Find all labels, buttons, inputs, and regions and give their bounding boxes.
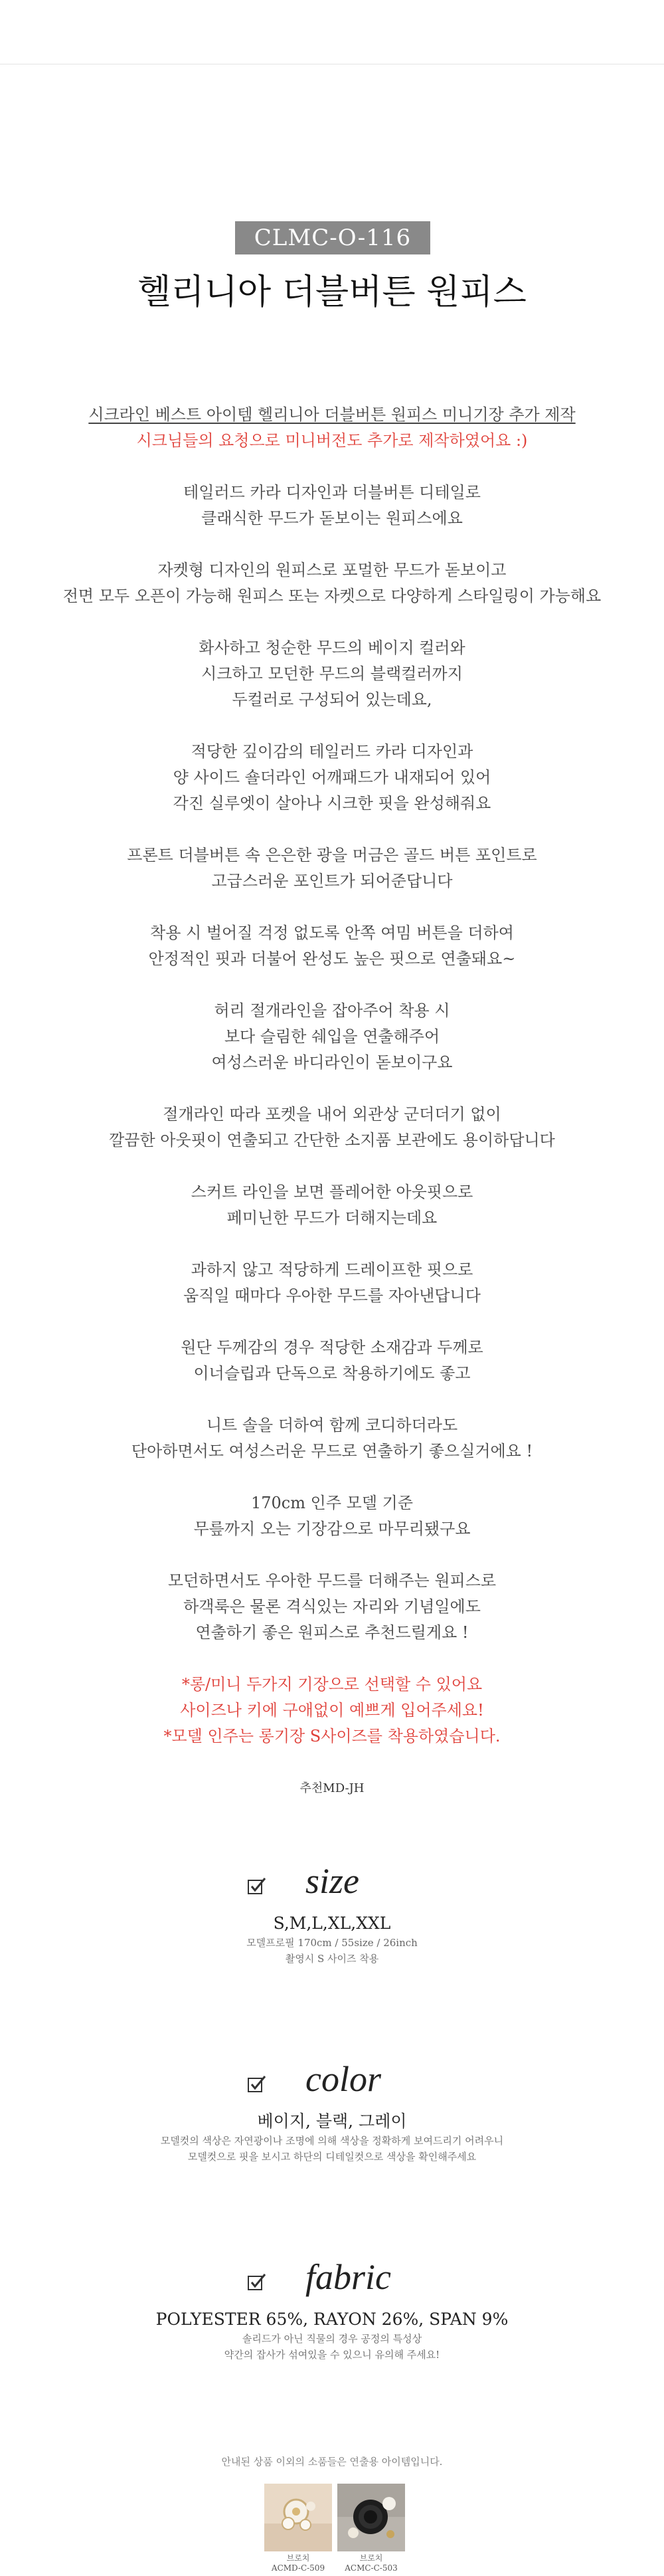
description-line: 고급스러운 포인트가 되어준답니다 [211,872,453,890]
description-line: 테일러드 카라 디자인과 더블버튼 디테일로 [183,483,481,502]
product-code-badge: CLMC-O-116 [235,221,430,254]
fabric-heading-label: fabric [305,2257,391,2297]
fabric-composition: POLYESTER 65%, RAYON 26%, SPAN 9% [155,2310,509,2329]
brooch-type: 브로치 [286,2553,310,2563]
color-heading [0,2059,664,2102]
description-paragraph [40,557,624,609]
description-paragraph [40,1568,624,1646]
description-line: 양 사이드 숄더라인 어깨패드가 내재되어 있어 [173,768,491,787]
size-section [0,1861,664,1966]
description-line: 무릎까지 오는 기장감으로 마무리됐구요 [193,1520,471,1538]
notice-line: *모델 인주는 롱기장 S사이즈를 착용하였습니다. [163,1727,501,1745]
camellia-brooch-image [337,2484,405,2551]
brooch-caption [328,2553,414,2573]
checkbox-icon [247,2074,267,2094]
description-paragraph [40,739,624,817]
description-line: 전면 모두 오픈이 가능해 원피스 또는 자켓으로 다양하게 스타일링이 가능해요 [62,587,602,605]
checkbox-icon [247,1876,267,1896]
description-paragraph [40,1335,624,1387]
description-line: 하객룩은 물론 격식있는 자리와 기념일에도 [183,1597,481,1616]
description-line: 각진 실루엣이 살아나 시크한 핏을 완성해줘요 [173,794,491,813]
description-paragraph [40,1102,624,1153]
intro-line: 시크라인 베스트 아이템 헬리니아 더블버튼 원피스 미니기장 추가 제작 [88,405,576,424]
description-line: 여성스러운 바디라인이 돋보이구요 [211,1053,453,1072]
md-signature: 추천MD-JH [299,1781,365,1795]
notice-line: 사이즈나 키에 구애없이 예쁘게 입어주세요! [180,1701,484,1720]
description-line: 허리 절개라인을 잡아주어 착용 시 [214,1001,450,1020]
fabric-section [0,2257,664,2362]
description-line: 자켓형 디자인의 원피스로 포멀한 무드가 돋보이고 [157,561,507,579]
description-line: 연출하기 좋은 원피스로 추천드릴게요 ! [195,1623,469,1642]
notice-block [40,1672,624,1749]
description-paragraph [40,920,624,972]
description-line: 과하지 않고 적당하게 드레이프한 핏으로 [191,1260,473,1279]
description-line: 이너슬립과 단독으로 착용하기에도 좋고 [193,1364,471,1383]
brooch-code: ACMC-C-503 [345,2563,398,2573]
intro-block [40,402,624,454]
description-line: 두컬러로 구성되어 있는데요, [232,690,432,709]
description-paragraph [40,635,624,713]
pearl-brooch-image [264,2484,332,2551]
size-heading [0,1861,664,1904]
brooch-code: ACMD-C-509 [271,2563,325,2573]
description-paragraph [40,842,624,894]
description-paragraph [40,1413,624,1464]
description-paragraph [40,998,624,1076]
color-note: 모델컷으로 핏을 보시고 하단의 디테일컷으로 색상을 확인해주세요 [187,2151,477,2163]
fabric-note: 솔리드가 아닌 직물의 경우 공정의 특성상 [242,2333,422,2345]
size-note: 모델프로필 170cm / 55size / 26inch [246,1937,418,1949]
description-line: 니트 솔을 더하여 함께 코디하더라도 [206,1416,458,1435]
notice-line: *롱/미니 두가지 기장으로 선택할 수 있어요 [181,1675,483,1694]
size-heading-label: size [305,1861,359,1901]
description-line: 적당한 깊이감의 테일러드 카라 디자인과 [191,742,473,761]
size-note: 촬영시 S 사이즈 착용 [285,1953,379,1965]
description-paragraph [40,480,624,532]
intro-line-highlight: 시크님들의 요청으로 미니버전도 추가로 제작하였어요 :) [136,431,528,450]
description-line: 착용 시 벌어질 걱정 없도록 안쪽 여밈 버튼을 더하여 [150,924,514,942]
props-caption: 안내된 상품 이외의 소품들은 연출용 아이템입니다. [221,2456,443,2468]
description-line: 절개라인 따라 포켓을 내어 외관상 군더더기 없이 [163,1105,501,1124]
color-values: 베이지, 블랙, 그레이 [257,2112,407,2131]
description-line: 화사하고 청순한 무드의 베이지 컬러와 [199,639,465,657]
product-description [40,402,624,1827]
fabric-note: 약간의 잡사가 섞여있을 수 있으니 유의해 주세요! [224,2349,440,2361]
brooch-type: 브로치 [359,2553,383,2563]
description-line: 모던하면서도 우아한 무드를 더해주는 원피스로 [167,1571,497,1590]
color-section [0,2059,664,2164]
description-line: 페미닌한 무드가 더해지는데요 [226,1209,438,1227]
checkbox-icon [247,2272,267,2292]
description-paragraph [40,1257,624,1309]
paragraph-list [40,480,624,1646]
description-line: 프론트 더블버튼 속 은은한 광을 머금은 골드 버튼 포인트로 [127,846,537,864]
description-line: 단아하면서도 여성스러운 무드로 연출하기 좋으실거에요 ! [131,1442,533,1460]
size-values: S,M,L,XL,XXL [273,1914,391,1933]
description-line: 깔끔한 아웃핏이 연출되고 간단한 소지품 보관에도 용이하답니다 [109,1131,555,1149]
description-line: 클래식한 무드가 돋보이는 원피스에요 [201,509,463,528]
description-line: 시크하고 모던한 무드의 블랙컬러까지 [201,664,463,683]
color-note: 모델컷의 색상은 자연광이나 조명에 의해 색상을 정확하게 보여드리기 어려우니 [160,2135,504,2147]
description-line: 안정적인 핏과 더불어 완성도 높은 핏으로 연출돼요~ [148,949,516,968]
brooch-thumbnail[interactable] [337,2484,405,2551]
description-line: 움직일 때마다 우아한 무드를 자아낸답니다 [183,1286,481,1305]
description-line: 원단 두께감의 경우 적당한 소재감과 두께로 [181,1338,483,1357]
product-title: 헬리니아 더블버튼 원피스 [137,272,527,312]
fabric-heading [0,2257,664,2300]
description-line: 보다 슬림한 쉐입을 연출해주어 [224,1027,440,1046]
color-heading-label: color [305,2059,381,2099]
description-line: 스커트 라인을 보면 플레어한 아웃핏으로 [191,1183,473,1201]
description-paragraph [40,1179,624,1231]
description-paragraph [40,1490,624,1542]
description-line: 170cm 인주 모델 기준 [251,1494,413,1512]
brooch-thumbnail[interactable] [264,2484,332,2551]
